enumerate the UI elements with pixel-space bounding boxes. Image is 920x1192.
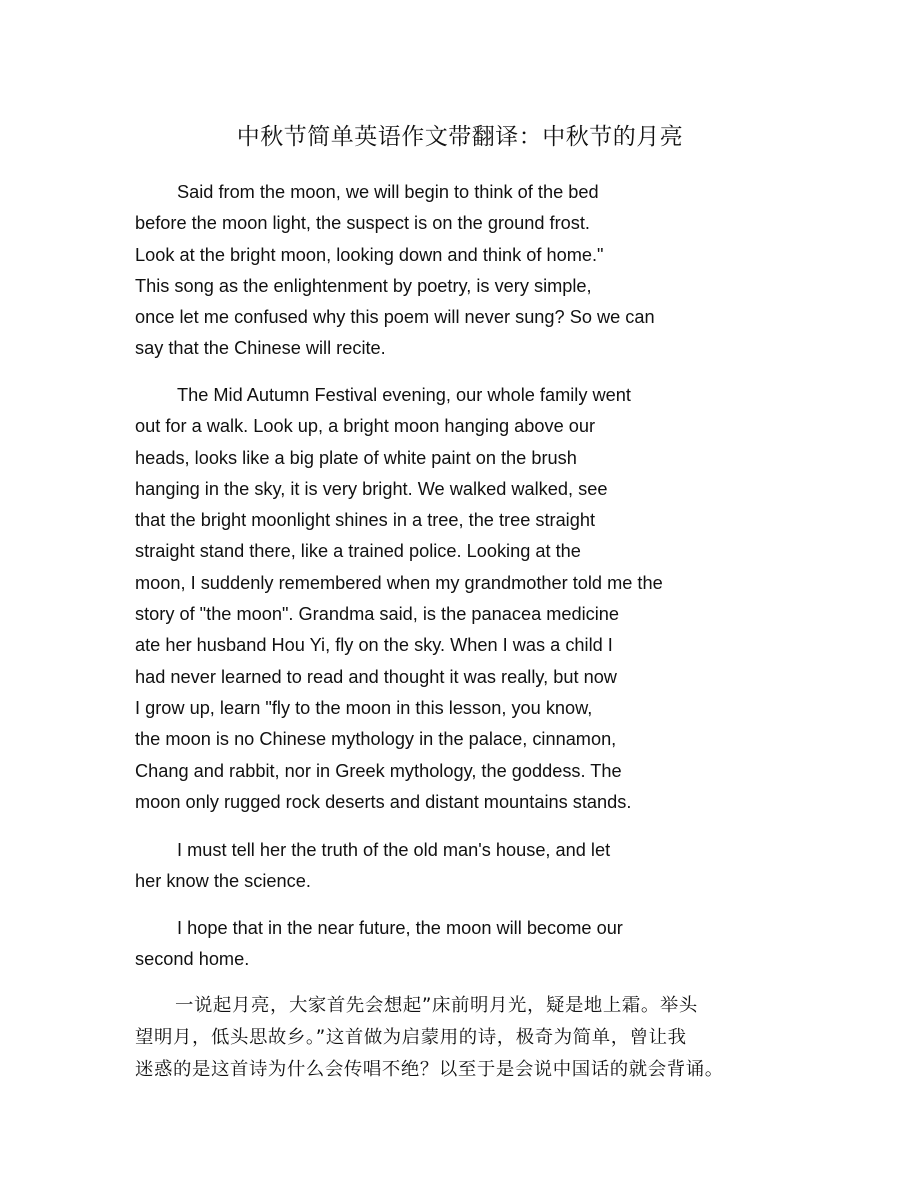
text-line: moon only rugged rock deserts and distant mountains stands. <box>135 791 632 812</box>
text-line: 望明月，低头思故乡。”这首做为启蒙用的诗，极奇为简单，曾让我 <box>135 1027 687 1048</box>
text-line: 迷惑的是这首诗为什么会传唱不绝？以至于是会说中国话的就会背诵。 <box>135 1059 724 1080</box>
text-line: moon, I suddenly remembered when my grandmother told me the <box>135 572 663 593</box>
text-line: once let me confused why this poem will never sung? So we can <box>135 307 655 328</box>
paragraph-1 <box>135 177 775 365</box>
paragraph-5-chinese <box>135 990 785 1086</box>
text-line: second home. <box>135 949 250 970</box>
text-line: Chang and rabbit, nor in Greek mythology, the goddess. The <box>135 760 622 781</box>
text-line: Said from the moon, we will begin to think of the bed <box>177 182 599 202</box>
text-line: Look at the bright moon, looking down and think of home." <box>135 244 604 265</box>
text-line: straight stand there, like a trained police. Looking at the <box>135 541 581 562</box>
text-line: 一说起月亮，大家首先会想起”床前明月光，疑是地上霜。举头 <box>175 995 698 1016</box>
page-title: 中秋节简单英语作文带翻译：中秋节的月亮 <box>236 124 684 150</box>
text-line: I hope that in the near future, the moon will become our <box>177 918 623 938</box>
text-line: This song as the enlightenment by poetry, is very simple, <box>135 275 592 296</box>
paragraph-4 <box>135 913 775 976</box>
text-line: her know the science. <box>135 871 311 892</box>
text-line: The Mid Autumn Festival evening, our whole family went <box>177 385 631 405</box>
text-line: ate her husband Hou Yi, fly on the sky. When I was a child I <box>135 635 613 656</box>
text-line: say that the Chinese will recite. <box>135 338 386 359</box>
text-line: that the bright moonlight shines in a tree, the tree straight <box>135 510 596 531</box>
text-line: the moon is no Chinese mythology in the palace, cinnamon, <box>135 729 617 750</box>
text-line: before the moon light, the suspect is on the ground frost. <box>135 213 590 234</box>
text-line: story of "the moon". Grandma said, is the panacea medicine <box>135 604 620 625</box>
paragraph-2 <box>135 380 775 818</box>
text-line: out for a walk. Look up, a bright moon hanging above our <box>135 416 596 437</box>
text-line: heads, looks like a big plate of white paint on the brush <box>135 447 577 468</box>
text-line: had never learned to read and thought it was really, but now <box>135 666 617 687</box>
text-line: hanging in the sky, it is very bright. We walked walked, see <box>135 478 608 499</box>
text-line: I must tell her the truth of the old man's house, and let <box>177 840 611 860</box>
paragraph-3 <box>135 835 775 898</box>
text-line: I grow up, learn "fly to the moon in this lesson, you know, <box>135 697 593 718</box>
